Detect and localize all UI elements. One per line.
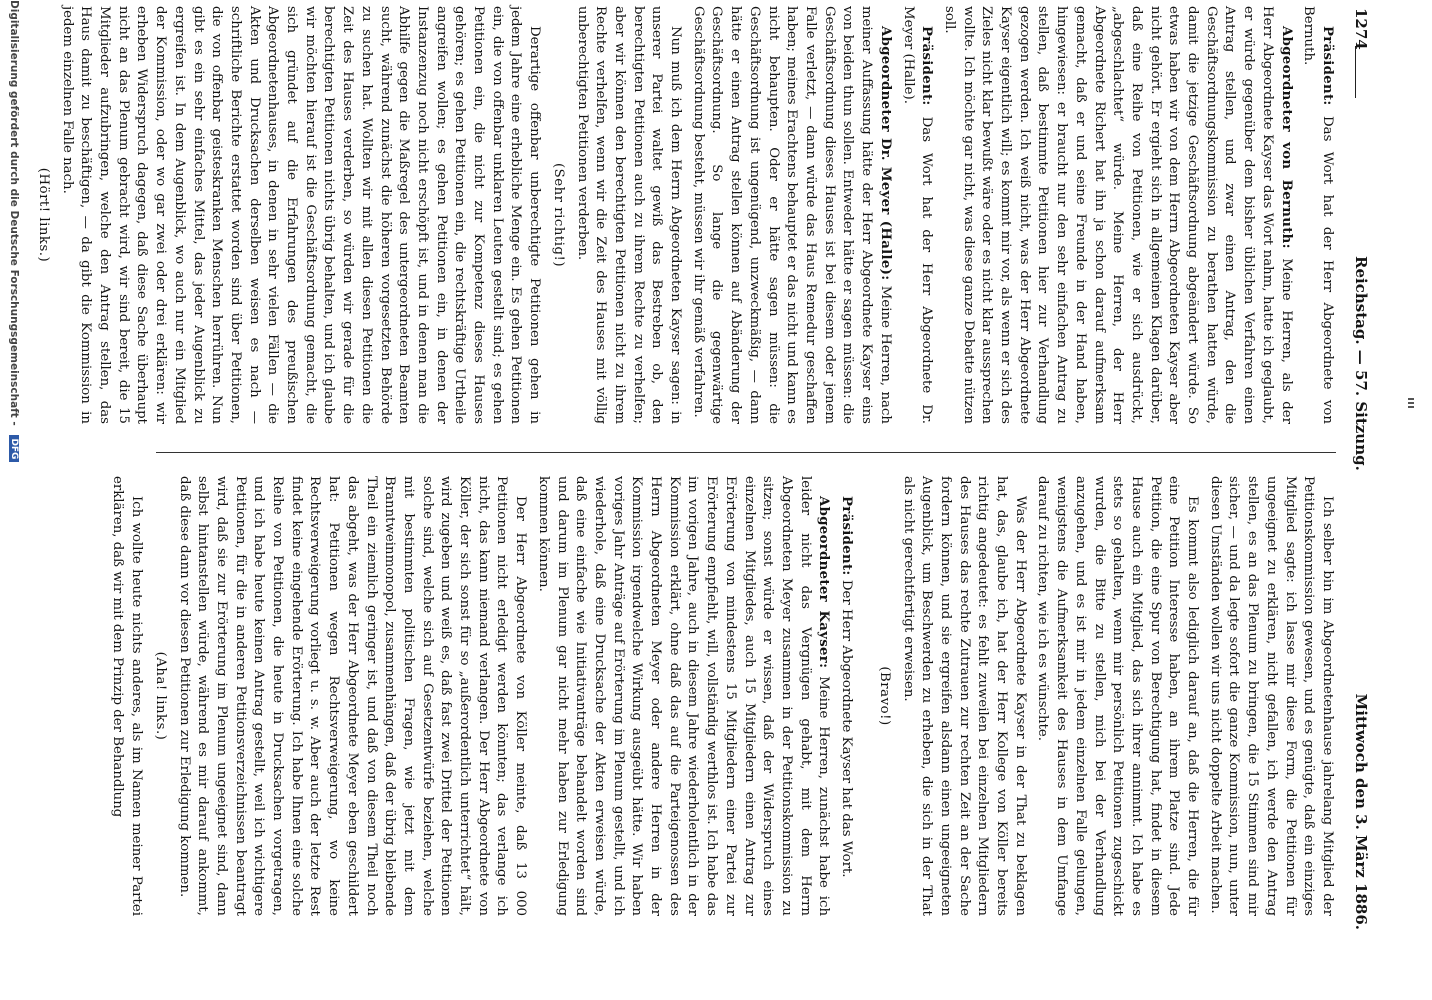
- speaker-name: Abgeordneter Kayser:: [816, 496, 832, 669]
- session-date: Mittwoch den 3. März 1886.: [1352, 693, 1370, 930]
- left-column: [35, 6, 1336, 424]
- speaker-name: Abgeordneter Dr. Meyer (Halle):: [877, 26, 893, 281]
- speech-text: Nun muß ich dem Herrn Abgeordneten Kayser sagen: in unserer Partei waltet gewiß das Bestreben ob, den berechtigten Petitionen auch zu ihrem Rechte zu verhelfen; aber wir können den berechtigten Petitionen nicht zu ihrem Rechte verhelfen, wenn wir die Zeit des Hauses mit völlig unberechtigten Petitionen verderben.: [574, 6, 684, 424]
- header-rule: [1355, 46, 1356, 98]
- speech-text: Meine Herren, zunächst habe ich leider nicht das Vergnügen gehabt, mit dem Herrn Abgeordneten Meyer zusammen in der Petitionskommission zu sitzen; sonst würde er wissen, daß der Widerspruch eines einzelnen Mitgliedes, auch 15 Mitgliedern einen Antrag zur Erörterung von mindestens 15 Mitgliedern einer Partei zur Erörterung empfiehlt, will, vollständig werthlos ist. Ich habe das im vorigen Jahre, auch in diesem Jahre wiederholentlich in der Kommission erklärt, ohne daß das auf die Parteigenossen des Herrn Abgeordneten Meyer oder andere Herren in der Kommission irgendwelche Wirkung ausgeübt hätte. Wir haben voriges Jahr Anträge auf Erörterung im Plenum gestellt, und ich wiederhole, daß eine Drucksache der Akten erweisen würde, daß eine einfache wie Initiativanträge behandelt worden sind und darum im Plenum gar nicht mehr haben zur Erledigung kommen können.: [535, 476, 832, 917]
- scan-edge-mark: [1408, 406, 1414, 408]
- speech-paragraph: [1033, 476, 1201, 916]
- audience-reaction: (Bravo!): [876, 666, 892, 726]
- speech-paragraph: [898, 476, 1029, 916]
- speech-text: Es kommt also lediglich darauf an, daß die Herren, die für eine Petition Interesse haben, an ihrem Platze sind. Jede Petition, die eine Spur von Berechtigung hat, findet in diesem Hause auch ein Mitglied, das sich ihrer annimmt. Ich habe es stets so gehalten, wenn mir persönlich Petitionen zugeschickt wurden, die Bitte zu stellen, mich bei der Verhandlung anzugehen, und es ist mir in jedem einzelnen Falle gelungen, wenigstens die Aufmerksamkeit des Hauses in dem Umfange darauf zu richten, wie ich es wünschte.: [1035, 476, 1201, 916]
- speech-paragraph: [939, 6, 1294, 424]
- scan-edge-mark: [1408, 402, 1414, 404]
- speech-text: Der Herr Abgeordnete von Köller meinte, daß 13 000 Petitionen nicht erledigt werden könnten; das verlange ich nicht, das kann niemand verlangen. Der Herr Abgeordnete von Köller, der sich sonst für so „außerordentlich unterrichtet“ hält, wird zugeben und weiß es, daß fast zwei Drittel der Petitionen solche sind, welche sich auf Gesetzentwürfe beziehen, welche mit bestimmten politischen Fragen, wie jetzt mit dem Branntweinmonopol, zusammenhängen, daß der übrig bleibende Theil ein ziemlich geringer ist, und daß von diesem Theil noch das abgeht, was der Herr Abgeordnete Meyer eben geschildert hat: Petitionen wegen Rechtsverweigerung, wo keine Rechtsverweigerung vorliegt u. s. w. Aber auch der letzte Rest findet keine eingehende Erörterung. Ich habe Ihnen eine solche Reihe von Petitionen, die heute in Drucksachen vorgetragen, und ich habe heute keinen Antrag gestellt, weil ich wichtigere Petitionen, für die in anderen Petitionsverzeichnissen beantragt wird, daß sie zur Erörterung im Plenum ungeeignet sind, dann selbst hintanstellen würde, während es mir darauf ankommt, daß diese dann vor diesen Petitionen zur Erledigung kommen.: [176, 476, 529, 916]
- speech-paragraph: [572, 6, 684, 424]
- section-gap: [855, 476, 869, 916]
- audience-reaction: (Aha! links.): [152, 651, 168, 741]
- speech-paragraph: [1205, 476, 1336, 916]
- speaker-name: Präsident:: [1320, 26, 1335, 106]
- column-divider: [156, 452, 1336, 453]
- speech-paragraph: [108, 476, 145, 916]
- speech-text: Meine Herren, nach meiner Auffassung hätte der Herr Abgeordnete Kayser eins von beiden thun sollen. Entweder hätte er sagen müssen: die Geschäftsordnung dieses Hauses ist bei diesem oder jenem Falle verletzt, — dann würde das Haus Remedur geschaffen haben; meines Erachtens behauptet er das nicht und kann es nicht behaupten. Oder er hätte sagen müssen: die Geschäftsordnung ist ungenügend, unzweckmäßig, — dann hätte er einen Antrag stellen können auf Abänderung der Geschäftsordnung. So lange die gegenwärtige Geschäftsordnung besteht, müssen wir ihr gemäß verfahren.: [690, 6, 893, 424]
- audience-reaction: (Sehr richtig!): [550, 162, 566, 268]
- speech-paragraph: [898, 6, 935, 424]
- scan-edge-mark: [1408, 398, 1414, 400]
- digitization-credit: [4, 0, 20, 1000]
- dfg-logo-badge: DFG: [9, 435, 19, 462]
- speech-paragraph: [836, 476, 855, 916]
- speech-text: Das Wort hat der Herr Abgeordnete Dr. Meyer (Halle).: [900, 6, 935, 424]
- speech-paragraph: [688, 6, 894, 424]
- speech-paragraph: [57, 6, 543, 424]
- audience-reaction: (Hört! links.): [35, 167, 51, 263]
- speech-text: Das Wort hat der Herr Abgeordnete von Bernuth.: [1301, 6, 1335, 424]
- right-column: [110, 476, 1336, 917]
- credit-text: Digitalisierung gefördert durch die Deutsche Forschungsgemeinschaft -: [8, 0, 20, 426]
- speech-text: Ich selber bin im Abgeordnetenhause jahrelang Mitglied der Petitionskommission gewesen, und es genügte, daß ein einziges Mitglied sagte: ich lasse mir diese Form, die Petitionen für ungeeignet zu erklären, nicht gefallen, ich werde den Antrag stellen, es an das Plenum zu bringen, die 15 Stimmen sind mir sicher, — und da legte sofort die ganze Kommission, nun, unter diesen Umständen wollen wir uns nicht doppelte Arbeit machen.: [1207, 476, 1335, 916]
- speech-text: Ich wollte heute nichts anderes, als im Namen meiner Partei erklären, daß wir mit dem Prinzip der Behandlung: [110, 476, 145, 916]
- speaker-name: Präsident:: [839, 496, 855, 576]
- speaker-name: Präsident:: [919, 26, 935, 106]
- speech-text: Meine Herren, als der Herr Abgeordnete Kayser das Wort nahm, hatte ich geglaubt, er würde gegenüber dem bisher üblichen Verfahren einen Antrag stellen, und zwar einen Antrag, den die Geschäftsordnungskommission zu berathen hatten würde, damit die jetzige Geschäftsordnung abgeändert würde. So etwas haben wir von dem Herrn Abgeordneten Kayser aber nicht gehört. Er ergieht sich in allgemeinen Klagen darüber, daß eine Reihe von Petitionen, wie er sich ausdrückt, „abgeschlachtet“ würde. Meine Herren, der Herr Abgeordnete Richert hat ihn ja schon darauf aufmerksam gemacht, daß er und seine Freunde in der Hand haben, hingewiesen: er braucht nur den sehr einfachen Antrag zu stellen, daß bestimmte Petitionen hier zur Verhandlung gezogen werden. Ich weiß nicht, was der Herr Abgeordnete Kayser eigentlich will; es kommt mir vor, als wenn er sich des Zieles nicht klar bewußt wäre oder es nicht klar aussprechen wollte. Ich möchte gar nicht, was diese ganze Debatte nützen soll.: [941, 6, 1294, 424]
- speech-text: Was der Herr Abgeordnete Kayser in der That zu beklagen hat, das, glaube ich, hat der Herr Kollege von Köller bereits richtig angedeutet: es fehlt zuweilen bei einzelnen Mitgliedern des Hauses das rechte Zutrauen zur rechten Zeit an der Sache fordern können, und sie ergreifen alsdann einen ungeeigneten Augenblick, um Beschwerden zu erheben, die sich in der That als nicht gerechtfertigt erweisen.: [900, 476, 1028, 916]
- page-header: [1344, 8, 1378, 940]
- speech-paragraph: [533, 476, 832, 916]
- speech-text: Der Herr Abgeordnete Kayser hat das Wort.: [839, 579, 855, 878]
- session-title: Reichstag. — 57. Sitzung.: [1352, 256, 1370, 471]
- speaker-name: Abgeordneter von Bernuth:: [1278, 26, 1294, 249]
- speech-paragraph: [174, 476, 529, 916]
- page-number: 1274: [1352, 8, 1370, 50]
- speech-paragraph: [1299, 6, 1336, 424]
- speech-text: Derartige offenbar unberechtigte Petitionen gehen in jedem Jahre eine erhebliche Menge ein. Es gehen Petitionen ein, die von offenbar unklaren Leuten gestellt sind; es gehen Petitionen ein, die nicht zur Kompetenz dieses Hauses gehören; es gehen Petitionen ein, die rechtskräftige Urtheile angreifen wollen; es gehen Petitionen ein, in denen der Instanzenzug noch nicht erschöpft ist, und in denen man die Abhilfe gegen die Maßregel des untergeordneten Beamten sucht, während zunächst die höheren vorgesetzten Behörde zu suchen hat. Wollten wir mit allen diesen Petitionen die Zeit des Hauses verderben, so würden wir gerade für die berechtigten Petitionen nichts übrig behalten, und ich glaube wir möchten hierauf ist die Geschäftsordnung gemacht, die sich gründet auf die Erfahrungen des preußischen Abgeordnetenhauses, in denen in sehr vielen Fällen — die Akten und Drucksachen derselben weisen es nach — schriftliche Berichte erstattet worden sind über Petitionen, die von offenbar geisteskranken Menschen herrühren. Nun gibt es ein sehr einfaches Mittel, das jeder Augenblick zu ergreifen ist. In dem Augenblick, wo auch nur ein Mitglied der Kommission, oder wo gar zwei oder drei erklären: wir erheben Widerspruch dagegen, daß diese Sache überhaupt nicht an das Plenum gebracht wird, wir sind bereit, die 15 Mitglieder aufzubringen, welche den Antrag stellen, das Haus damit zu beschäftigen, — da gibt die Kommission in jedem einzelnen Falle nach.: [59, 6, 543, 424]
